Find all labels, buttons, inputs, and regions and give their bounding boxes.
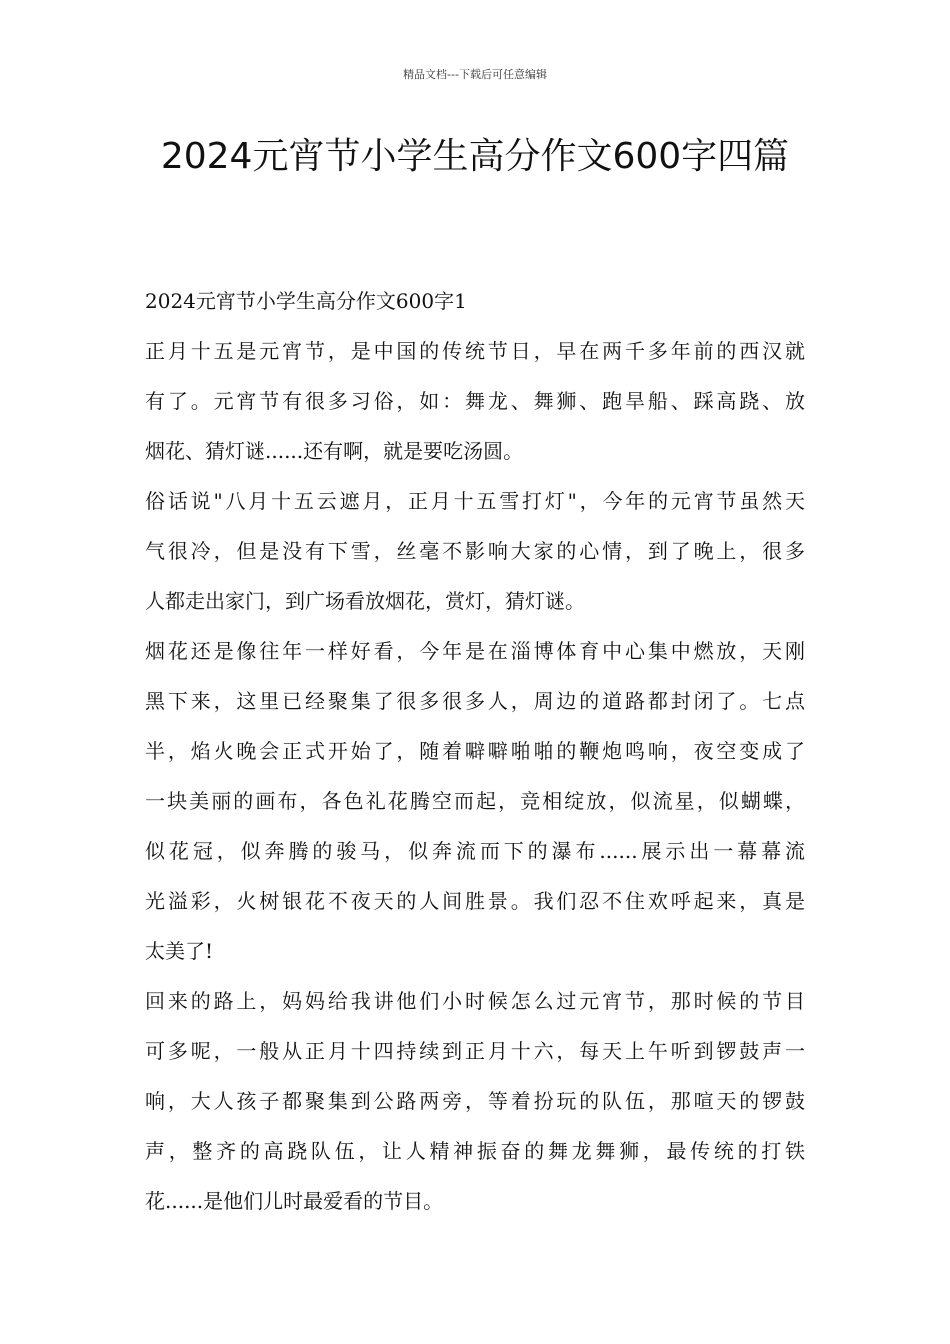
- text-line: 俗话说"八月十五云遮月，正月十五雪打灯"，今年的元宵节虽然天: [145, 489, 805, 513]
- text-line: 有了。元宵节有很多习俗，如：舞龙、舞狮、跑旱船、踩高跷、放: [145, 389, 805, 413]
- text-line: 黑下来，这里已经聚集了很多很多人，周边的道路都封闭了。七点: [145, 689, 805, 713]
- text-line: 光溢彩，火树银花不夜天的人间胜景。我们忍不住欢呼起来，真是: [145, 889, 805, 913]
- text-line: 回来的路上，妈妈给我讲他们小时候怎么过元宵节，那时候的节目: [145, 989, 805, 1013]
- text-line: 一块美丽的画布，各色礼花腾空而起，竞相绽放，似流星，似蝴蝶，: [145, 789, 805, 813]
- text-line: 正月十五是元宵节，是中国的传统节日，早在两千多年前的西汉就: [145, 339, 805, 363]
- text-line: 半，焰火晚会正式开始了，随着噼噼啪啪的鞭炮鸣响，夜空变成了: [145, 739, 805, 763]
- text-line: 声，整齐的高跷队伍，让人精神振奋的舞龙舞狮，最传统的打铁: [145, 1139, 805, 1163]
- text-line: 响，大人孩子都聚集到公路两旁，等着扮玩的队伍，那喧天的锣鼓: [145, 1089, 805, 1113]
- text-line: 花......是他们儿时最爱看的节目。: [145, 1189, 444, 1213]
- text-line: 太美了!: [145, 939, 214, 963]
- text-line: 烟花还是像往年一样好看，今年是在淄博体育中心集中燃放，天刚: [145, 639, 805, 663]
- text-line: 人都走出家门，到广场看放烟花，赏灯，猜灯谜。: [145, 589, 585, 613]
- document-body: [145, 282, 805, 1232]
- text-line: 气很冷，但是没有下雪，丝毫不影响大家的心情，到了晚上，很多: [145, 539, 805, 563]
- text-line: 烟花、猜灯谜......还有啊，就是要吃汤圆。: [145, 439, 524, 463]
- text-line: 似花冠，似奔腾的骏马，似奔流而下的瀑布......展示出一幕幕流: [145, 839, 805, 863]
- document-title: 2024元宵节小学生高分作文600字四篇: [160, 136, 790, 177]
- text-line: 可多呢，一般从正月十四持续到正月十六，每天上午听到锣鼓声一: [145, 1039, 805, 1063]
- section-heading: 2024元宵节小学生高分作文600字1: [145, 289, 467, 313]
- header-note: 精品文档---下载后可任意编辑: [403, 68, 547, 81]
